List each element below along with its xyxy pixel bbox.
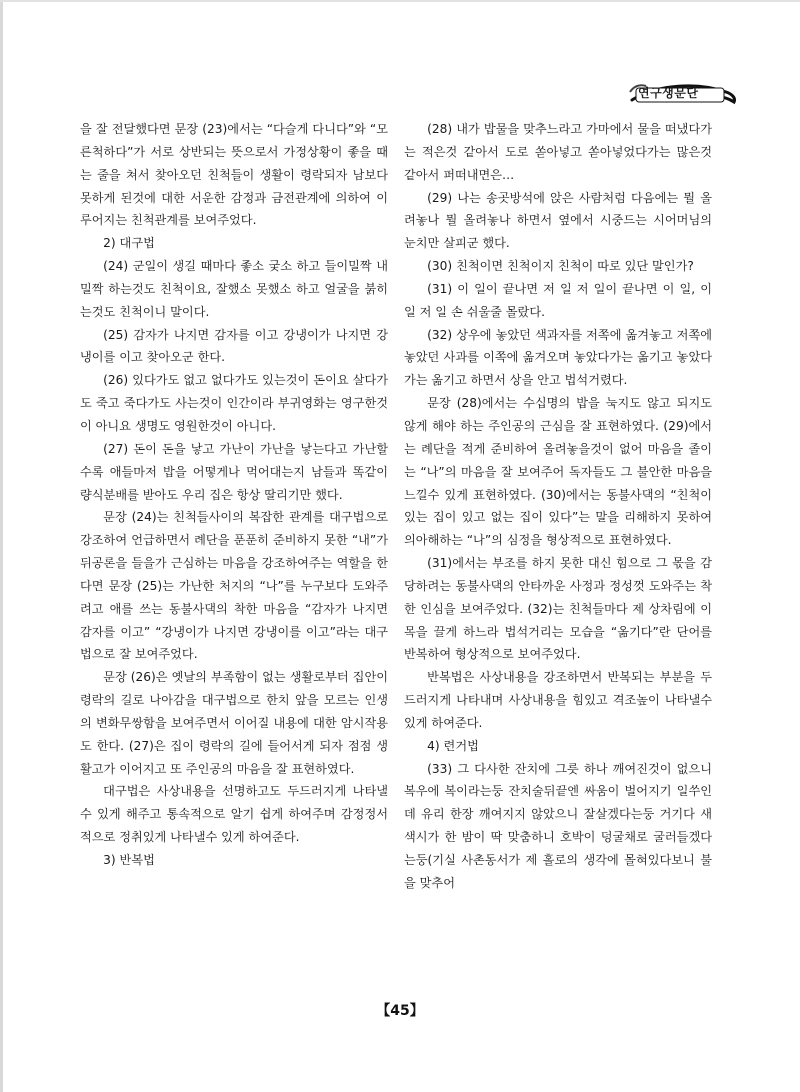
left-column xyxy=(80,118,388,872)
paragraph: (25) 감자가 나지면 감자를 이고 강냉이가 나지면 강냉이를 이고 찾아오군 한다. xyxy=(80,327,388,365)
magazine-logo xyxy=(628,78,740,108)
paragraph: (27) 돈이 돈을 낳고 가난이 가난을 낳는다고 가난할수록 애들마저 밥을 어떻게나 먹어대는지 남들과 똑같이 량식분배를 받아도 우리 집은 항상 딸리기만 했다. xyxy=(80,441,388,502)
section-heading: 2) 대구법 xyxy=(103,236,155,251)
paragraph: (30) 친척이면 친척이지 친척이 따로 있단 말인가? xyxy=(427,259,694,274)
paragraph: (29) 나는 송곳방석에 앉은 사람처럼 다음에는 뭘 올려놓나 뭘 올려놓나 하면서 옆에서 시중드는 시어머님의 눈치만 살피군 했다. xyxy=(404,190,712,251)
paragraph: (24) 군일이 생길 때마다 좋소 궂소 하고 들이밀짝 내밀짝 하는것도 친척이요, 잘했소 못했소 하고 얼굴을 붉히는것도 친척이니 말이다. xyxy=(80,259,388,319)
section-heading: 3) 반복법 xyxy=(103,853,155,867)
paragraph: (32) 상우에 놓았던 색과자를 저쪽에 옮겨놓고 저쪽에 놓았던 사과를 이쪽에 옮겨오며 놓았다가는 옮기고 놓았다가는 옮기고 하면서 상을 안고 법석거렸다. xyxy=(404,327,712,388)
page-number: 【45】 xyxy=(376,1003,424,1019)
logo-text: 연구생문단 xyxy=(638,86,699,100)
paragraph: 반복법은 사상내용을 강조하면서 반복되는 부분을 두드러지게 나타내며 사상내용을 힘있고 격조높이 나타낼수 있게 하여준다. xyxy=(404,670,712,730)
paragraph: (26) 있다가도 없고 없다가도 있는것이 돈이요 살다가도 죽고 죽다가도 사는것이 인간이라 부귀영화는 영구한것이 아니요 생명도 영원한것이 아니다. xyxy=(80,373,388,433)
right-column xyxy=(404,118,712,895)
paragraph: 문장 (26)은 옛날의 부족함이 없는 생활로부터 집안이 령락의 길로 나아감을 대구법으로 한치 앞을 모르는 인생의 변화무쌍함을 보여주면서 이어질 내용에 대한 암시작용도 한다. (27)은 집이 령락의 길에 들어서게 되자 점점 생활고가 이어지고 또 주인공의 마음을 잘 표현하였다. xyxy=(80,670,388,776)
paragraph: (33) 그 다사한 잔치에 그릇 하나 깨여진것이 없으니 복우에 복이라는둥 잔치술뒤끝엔 싸움이 벌어지기 일쑤인데 유리 한장 깨여지지 않았으니 잘살겠다는둥 거기다 새색시가 한 밤이 딱 맞춤하니 호박이 덩굴채로 굴러들겠다는둥(기실 사촌동서가 제 홀로의 생각에 몰혀있다보니 불을 맞추어 xyxy=(404,761,712,890)
paragraph: 대구법은 사상내용을 선명하고도 두드러지게 나타낼수 있게 해주고 통속적으로 알기 쉽게 하여주며 감정정서적으로 정취있게 나타낼수 있게 하여준다. xyxy=(80,784,388,845)
paragraph: 문장 (24)는 친척들사이의 복잡한 관계를 대구법으로 강조하여 언급하면서 례단을 푼푼히 준비하지 못한 “내”가 뒤공론을 들을가 근심하는 마음을 강조하여주는 역할을 한다면 문장 (25)는 가난한 처지의 “나”를 누구보다 도와주려고 애를 쓰는 동불사댁의 착한 마음을 “감자가 나지면 감자를 이고” “강냉이가 나지면 강냉이를 이고”라는 대구법으로 잘 보여주었다. xyxy=(80,510,388,662)
paragraph: (31)에서는 부조를 하지 못한 대신 힘으로 그 몫을 감당하려는 동불사댁의 안타까운 사정과 정성껏 도와주는 착한 인심을 보여주었다. (32)는 친척들마다 제 상차림에 이목을 끌게 하느라 법석거리는 모습을 “옮기다”란 단어를 반복하여 형상적으로 보여주었다. xyxy=(404,556,712,662)
section-heading: 4) 련거법 xyxy=(427,738,479,753)
paragraph: 문장 (28)에서는 수십명의 밥을 눅지도 않고 되지도 않게 해야 하는 주인공의 근심을 잘 표현하였다. (29)에서는 례단을 적게 준비하여 올려놓을것이 없어 마음을 졸이는 “나”의 마음을 잘 보여주어 독자들도 그 불안한 마음을 느낄수 있게 표현하였다. (30)에서는 동불사댁의 “친척이 있는 집이 있고 없는 집이 있다”는 말을 리해하지 못하여 의아해하는 “나”의 심정을 형상적으로 표현하였다. xyxy=(404,396,712,548)
paragraph: (28) 내가 밥물을 맞추느라고 가마에서 물을 떠냈다가는 적은것 같아서 도로 쏟아넣고 쏟아넣었다가는 많은것 같아서 퍼떠내면은… xyxy=(404,122,712,182)
page-edge-top xyxy=(0,0,800,2)
page-edge-left xyxy=(0,0,3,1092)
paragraph: (31) 이 일이 끝나면 저 일 저 일이 끝나면 이 일, 이 일 저 일 손 쉬울줄 몰랐다. xyxy=(404,281,712,319)
paragraph: 을 잘 전달했다면 문장 (23)에서는 “다슬게 다니다”와 “모른척하다”가 서로 상반되는 뜻으로서 가정상황이 좋을 때는 줄을 쳐서 찾아오던 친척들이 생활이 령락되자 남보다 못하게 된것에 대한 서운한 감정과 금전관계에 의하여 이루어지는 친척관계를 보여주었다. xyxy=(80,122,388,228)
